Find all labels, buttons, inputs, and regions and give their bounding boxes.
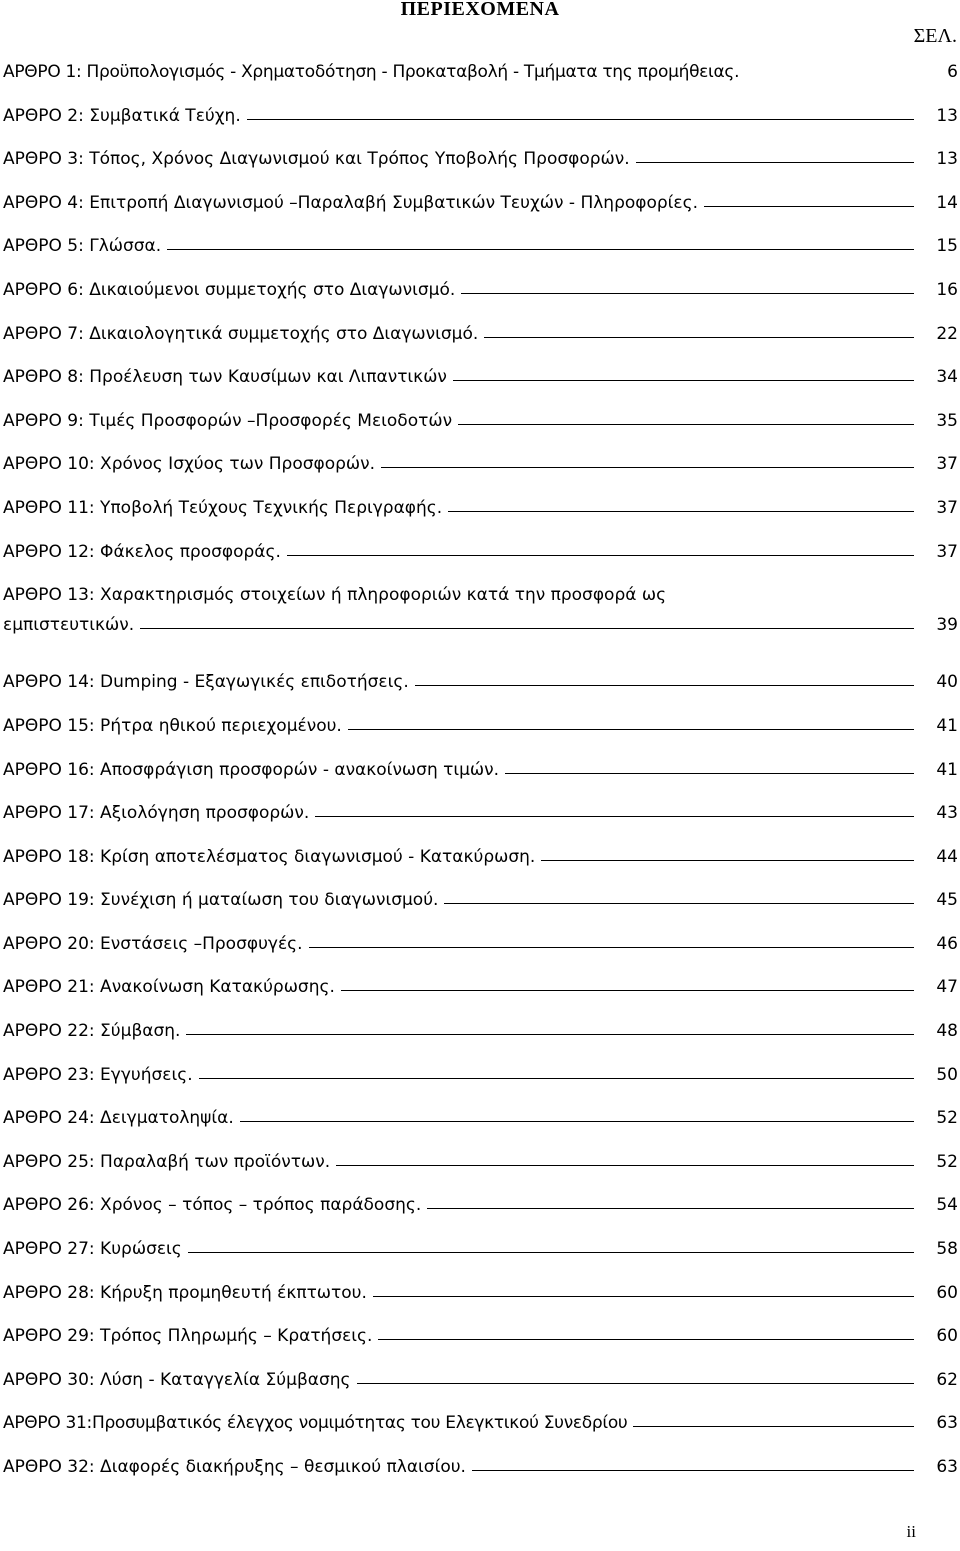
toc-entry[interactable]: [3, 498, 958, 542]
toc-entry-title: ΑΡΘΡΟ 29: Τρόπος Πληρωμής – Κρατήσεις.: [3, 1326, 373, 1347]
footer-page-number: ii: [906, 1522, 916, 1541]
toc-entry[interactable]: [3, 1283, 958, 1327]
toc-entry-title: ΑΡΘΡΟ 27: Κυρώσεις: [3, 1239, 182, 1260]
toc-entry-page: 37: [936, 497, 958, 518]
toc-entry-page: 47: [936, 977, 958, 998]
toc-entry-page: 60: [936, 1326, 958, 1347]
toc-entry-page: 50: [936, 1064, 958, 1085]
toc-entry-page: 37: [936, 454, 958, 475]
toc-entry[interactable]: [3, 847, 958, 891]
toc-leader: [448, 511, 914, 512]
toc-entry-page: 63: [936, 1457, 958, 1477]
toc-leader: [444, 903, 914, 904]
toc-entry[interactable]: [3, 411, 958, 455]
toc-leader: [378, 1339, 914, 1340]
toc-entry-title: ΑΡΘΡΟ 2: Συμβατικά Τεύχη.: [3, 105, 241, 126]
toc-entry[interactable]: [3, 934, 958, 978]
toc-entry[interactable]: [3, 1021, 958, 1065]
toc-entry[interactable]: [3, 760, 958, 804]
toc-entry[interactable]: [3, 1457, 958, 1501]
toc-entry-title: ΑΡΘΡΟ 11: Υποβολή Τεύχους Τεχνικής Περιγραφής.: [3, 497, 443, 518]
toc-entry-title: ΑΡΘΡΟ 1: Προϋπολογισμός - Χρηματοδότηση - Προκαταβολή - Τμήματα της προμήθειας.: [3, 62, 740, 82]
toc-entry[interactable]: [3, 890, 958, 934]
toc-entry-title: ΑΡΘΡΟ 5: Γλώσσα.: [3, 236, 162, 257]
toc-leader: [415, 685, 914, 686]
toc-entry-page: 41: [936, 759, 958, 780]
toc-entry-title: ΑΡΘΡΟ 32: Διαφορές διακήρυξης – θεσμικού πλαισίου.: [3, 1457, 466, 1477]
toc-entry-title: ΑΡΘΡΟ 26: Χρόνος – τόπος – τρόπος παράδοσης.: [3, 1195, 422, 1216]
toc-leader: [341, 990, 914, 991]
toc-entry[interactable]: [3, 585, 958, 672]
toc-entry-title: ΑΡΘΡΟ 22: Σύμβαση.: [3, 1021, 181, 1042]
toc-entry-title: ΑΡΘΡΟ 10: Χρόνος Ισχύος των Προσφορών.: [3, 454, 376, 475]
toc-leader: [167, 249, 914, 250]
toc-entry-page: 15: [936, 236, 958, 257]
toc-entry[interactable]: [3, 1065, 958, 1109]
toc-entry-page: 52: [936, 1151, 958, 1172]
toc-entry[interactable]: [3, 1413, 958, 1457]
toc-entry-page: 43: [936, 803, 958, 824]
toc-leader: [199, 1078, 914, 1079]
toc-entry-title: ΑΡΘΡΟ 13: Χαρακτηρισμός στοιχείων ή πληροφοριών κατά την προσφορά ως: [3, 585, 667, 606]
toc-leader: [484, 337, 914, 338]
toc-leader: [315, 816, 914, 817]
toc-entry-title-continued: εμπιστευτικών.: [3, 615, 135, 636]
table-of-contents: [3, 62, 958, 1501]
toc-entry-page: 63: [936, 1413, 958, 1434]
toc-entry-page: 35: [936, 410, 958, 431]
toc-leader: [186, 1034, 914, 1035]
page-column-label: ΣΕΛ.: [913, 25, 957, 47]
toc-entry-page: 46: [936, 933, 958, 954]
toc-entry-page: 48: [936, 1021, 958, 1042]
toc-entry[interactable]: [3, 977, 958, 1021]
toc-entry-page: 6: [947, 62, 958, 82]
toc-entry-page: 40: [936, 672, 958, 693]
toc-entry-title: ΑΡΘΡΟ 14: Dumping - Εξαγωγικές επιδοτήσεις.: [3, 672, 409, 693]
toc-leader: [336, 1165, 914, 1166]
toc-entry[interactable]: [3, 1239, 958, 1283]
toc-entry[interactable]: [3, 542, 958, 586]
toc-entry-page: 41: [936, 715, 958, 736]
toc-leader: [348, 729, 914, 730]
toc-leader: [636, 162, 914, 163]
toc-leader: [357, 1383, 914, 1384]
toc-entry[interactable]: [3, 1195, 958, 1239]
toc-leader: [247, 119, 914, 120]
toc-entry-title: ΑΡΘΡΟ 4: Επιτροπή Διαγωνισμού –Παραλαβή Συμβατικών Τευχών - Πληροφορίες.: [3, 192, 698, 213]
toc-leader: [472, 1470, 914, 1471]
toc-entry-page: 54: [936, 1195, 958, 1216]
toc-entry[interactable]: [3, 1108, 958, 1152]
toc-entry-page: 52: [936, 1108, 958, 1129]
toc-entry-title: ΑΡΘΡΟ 28: Κήρυξη προμηθευτή έκπτωτου.: [3, 1282, 367, 1303]
toc-entry-title: ΑΡΘΡΟ 8: Προέλευση των Καυσίμων και Λιπαντικών: [3, 367, 447, 388]
toc-leader: [381, 467, 914, 468]
toc-entry[interactable]: [3, 236, 958, 280]
toc-entry[interactable]: [3, 454, 958, 498]
toc-entry-title: ΑΡΘΡΟ 16: Αποσφράγιση προσφορών - ανακοίνωση τιμών.: [3, 759, 500, 780]
toc-entry[interactable]: [3, 803, 958, 847]
toc-leader: [453, 380, 914, 381]
toc-entry[interactable]: [3, 716, 958, 760]
toc-entry[interactable]: [3, 672, 958, 716]
toc-leader: [461, 293, 914, 294]
toc-leader: [427, 1208, 914, 1209]
toc-entry-title: ΑΡΘΡΟ 20: Ενστάσεις –Προσφυγές.: [3, 933, 303, 954]
toc-entry[interactable]: [3, 106, 958, 150]
toc-entry-page: 45: [936, 890, 958, 911]
toc-leader: [188, 1252, 914, 1253]
toc-entry-page: 62: [936, 1369, 958, 1390]
toc-entry[interactable]: [3, 1152, 958, 1196]
toc-entry-page: 37: [936, 541, 958, 562]
toc-entry-title: ΑΡΘΡΟ 12: Φάκελος προσφοράς.: [3, 541, 281, 562]
toc-leader: [541, 860, 914, 861]
toc-entry-page: 16: [936, 279, 958, 300]
toc-entry-page: 14: [936, 192, 958, 213]
toc-entry-title: ΑΡΘΡΟ 21: Ανακοίνωση Κατακύρωσης.: [3, 977, 335, 998]
toc-entry-title: ΑΡΘΡΟ 7: Δικαιολογητικά συμμετοχής στο Διαγωνισμό.: [3, 323, 479, 344]
toc-entry[interactable]: [3, 62, 958, 106]
toc-leader: [309, 947, 914, 948]
toc-entry-title: ΑΡΘΡΟ 30: Λύση - Καταγγελία Σύμβασης: [3, 1369, 351, 1390]
toc-entry-page: 44: [936, 846, 958, 867]
toc-leader: [633, 1426, 914, 1427]
toc-entry-title: ΑΡΘΡΟ 15: Ρήτρα ηθικού περιεχομένου.: [3, 715, 342, 736]
toc-entry[interactable]: [3, 1326, 958, 1370]
toc-entry-title: ΑΡΘΡΟ 19: Συνέχιση ή ματαίωση του διαγωνισμού.: [3, 890, 439, 911]
toc-entry-title: ΑΡΘΡΟ 25: Παραλαβή των προϊόντων.: [3, 1151, 331, 1172]
toc-leader: [373, 1296, 914, 1297]
toc-leader: [287, 555, 914, 556]
toc-entry[interactable]: [3, 149, 958, 193]
toc-leader: [458, 424, 914, 425]
toc-entry-page: 22: [936, 323, 958, 344]
toc-entry-title: ΑΡΘΡΟ 6: Δικαιούμενοι συμμετοχής στο Διαγωνισμό.: [3, 279, 456, 300]
toc-entry[interactable]: [3, 367, 958, 411]
toc-entry-title: ΑΡΘΡΟ 9: Τιμές Προσφορών –Προσφορές Μειοδοτών: [3, 410, 453, 431]
toc-leader: [140, 628, 914, 629]
toc-entry-page: 13: [936, 105, 958, 126]
toc-entry-title: ΑΡΘΡΟ 23: Εγγυήσεις.: [3, 1064, 193, 1085]
toc-entry[interactable]: [3, 1370, 958, 1414]
toc-entry-page: 58: [936, 1239, 958, 1260]
toc-entry-title: ΑΡΘΡΟ 17: Αξιολόγηση προσφορών.: [3, 803, 310, 824]
toc-entry-page: 39: [936, 615, 958, 636]
toc-entry[interactable]: [3, 324, 958, 368]
toc-entry-title: ΑΡΘΡΟ 24: Δειγματοληψία.: [3, 1108, 234, 1129]
toc-leader: [704, 206, 914, 207]
toc-entry-page: 34: [936, 367, 958, 388]
toc-entry-title: ΑΡΘΡΟ 31:Προσυμβατικός έλεγχος νομιμότητας του Ελεγκτικού Συνεδρίου: [3, 1413, 628, 1434]
toc-entry-title: ΑΡΘΡΟ 18: Κρίση αποτελέσματος διαγωνισμού - Κατακύρωση.: [3, 846, 536, 867]
toc-entry[interactable]: [3, 280, 958, 324]
page-title: ΠΕΡΙΕΧΟΜΕΝΑ: [400, 0, 560, 20]
toc-entry[interactable]: [3, 193, 958, 237]
toc-entry-title: ΑΡΘΡΟ 3: Τόπος, Χρόνος Διαγωνισμού και Τρόπος Υποβολής Προσφορών.: [3, 149, 630, 170]
toc-entry-page: 60: [936, 1282, 958, 1303]
toc-entry-page: 13: [936, 149, 958, 170]
toc-leader: [240, 1121, 914, 1122]
toc-leader: [505, 773, 914, 774]
